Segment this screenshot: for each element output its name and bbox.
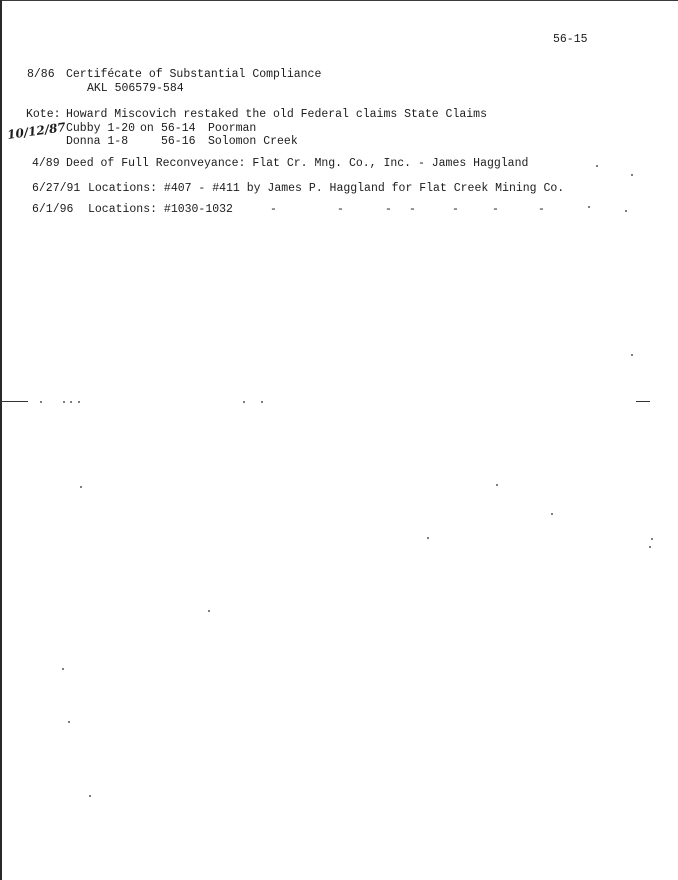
dash-mark: - [452,203,459,216]
locations-1991-text: Locations: #407 - #411 by James P. Haggland for Flat Creek Mining Co. [88,182,565,195]
dash-mark: - [385,203,392,216]
certificate-detail: AKL 506579-584 [87,82,184,95]
deed-date: 4/89 [32,157,60,170]
locations-1991-date: 6/27/91 [32,182,81,195]
speck [631,354,633,356]
claim-name: Donna 1-8 [66,135,129,148]
speck [496,484,498,486]
speck [40,401,42,403]
certificate-date: 8/86 [27,68,55,81]
speck [651,538,653,540]
handwritten-date: 10/12/87 [6,119,67,143]
speck [80,486,82,488]
speck [208,610,210,612]
dash-mark: - [270,203,277,216]
speck [551,513,553,515]
speck [596,165,598,167]
speck [89,795,91,797]
deed-text: Deed of Full Reconveyance: Flat Cr. Mng. Co., Inc. - James Haggland [66,157,529,170]
speck [649,546,651,548]
claim-place: Solomon Creek [208,135,298,148]
dash-mark: - [492,203,499,216]
note-label: Kote: [26,108,61,121]
locations-1996-text: Locations: #1030-1032 [88,203,233,216]
speck [588,206,590,208]
certificate-text: Certifécate of Substantial Compliance [66,68,322,81]
locations-1996-date: 6/1/96 [32,203,74,216]
dash-mark: - [337,203,344,216]
page-number: 56-15 [553,33,588,46]
speck [625,210,627,212]
claim-ref: 56-16 [161,135,196,148]
speck [70,401,72,403]
page-left-edge [0,0,2,880]
scan-line-mark [636,401,650,402]
dash-mark: - [409,203,416,216]
speck [243,401,245,403]
dash-mark: - [538,203,545,216]
claim-place: Poorman [208,122,257,135]
note-text: Howard Miscovich restaked the old Federal claims State Claims [66,108,487,121]
speck [68,721,70,723]
page-top-edge [0,0,678,1]
speck [261,401,263,403]
scan-line-mark [0,401,28,402]
claim-ref: 56-14 [161,122,196,135]
claim-name: Cubby 1-20 [66,122,136,135]
speck [631,174,633,176]
claim-on: on [140,122,154,135]
speck [62,668,64,670]
speck [78,401,80,403]
speck [427,537,429,539]
speck [63,401,65,403]
